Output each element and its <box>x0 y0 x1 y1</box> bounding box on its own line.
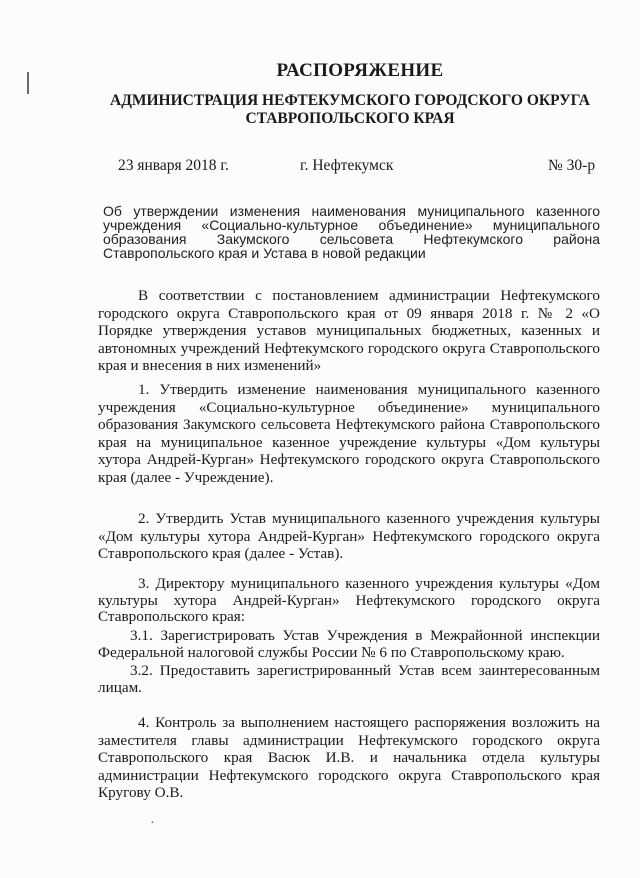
item-3-2-paragraph: 3.2. Предоставить зарегистрированный Устав всем заинтересованным лицам. <box>98 662 600 696</box>
item-3-paragraph: 3. Директору муниципального казенного учреждения культуры «Дом культуры хутора Андрей-Курган» Нефтекумского городского округа Ставропольского края: <box>98 575 600 625</box>
issuing-authority <box>100 92 600 128</box>
item-1-paragraph: 1. Утвердить изменение наименования муниципального казенного учреждения «Социально-культурное объединение» муниципального образования Закумского сельсовета Нефтекумского района Ставропольского края на муниципальное казенное учреждение культуры «Дом культуры хутора Андрей-Курган» Нефтекумского городского округа Ставропольского края (далее - Учреждение). <box>98 381 600 486</box>
document-date: 23 января 2018 г. <box>118 157 229 174</box>
authority-line-2: СТАВРОПОЛЬСКОГО КРАЯ <box>245 110 455 127</box>
preamble-paragraph: В соответствии с постановлением администрации Нефтекумского городского округа Ставропольского края от 09 января 2018 г. № 2 «О Порядке утверждения уставов муниципальных бюджетных, казенных и автономных учреждений Нефтекумского городского округа Ставропольского края и внесения в них изменений» <box>98 287 600 374</box>
document-title: РАСПОРЯЖЕНИЕ <box>276 60 444 81</box>
document-place: г. Нефтекумск <box>300 157 394 174</box>
authority-line-1: АДМИНИСТРАЦИЯ НЕФТЕКУМСКОГО ГОРОДСКОГО ОКРУГА <box>110 92 590 109</box>
item-2-paragraph: 2. Утвердить Устав муниципального казенного учреждения культуры «Дом культуры хутора Андрей-Курган» Нефтекумского городского округа Ставропольского края (далее - Устав). <box>98 510 600 562</box>
scan-speck: · <box>150 816 155 831</box>
item-4-paragraph: 4. Контроль за выполнением настоящего распоряжения возложить на заместителя главы администрации Нефтекумского городского округа Ставропольского края Васюк И.В. и начальника отдела культуры администрации Нефтекумского городского округа Ставропольского края Кругову О.В. <box>98 714 600 801</box>
document-subject: Об утверждении изменения наименования муниципального казенного учреждения «Социально-культурное объединение» муниципального образования Закумского сельсовета Нефтекумского района Ставропольского края и Устава в новой редакции <box>103 203 600 261</box>
document-number: № 30-р <box>548 157 596 174</box>
item-3-1-paragraph: 3.1. Зарегистрировать Устав Учреждения в Межрайонной инспекции Федеральной налоговой службы России № 6 по Ставропольскому краю. <box>98 627 600 661</box>
